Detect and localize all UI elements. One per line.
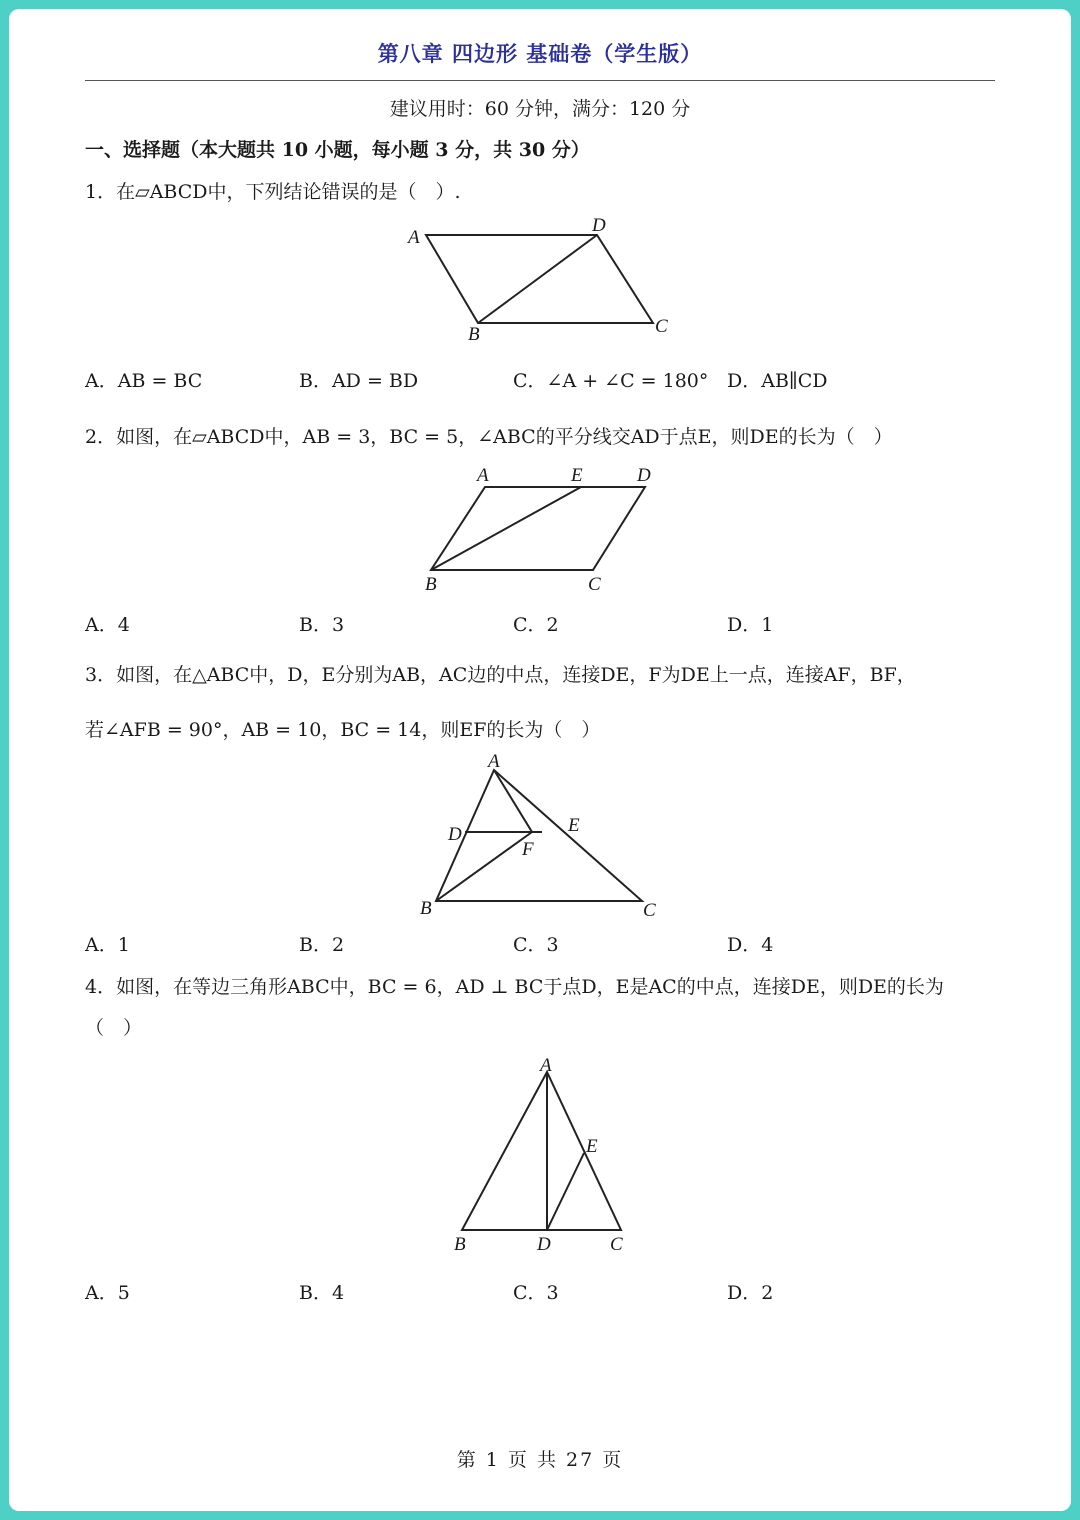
label-c: C	[610, 1234, 623, 1255]
section-heading: 一、选择题（本大题共 10 小题，每小题 3 分，共 30 分）	[85, 139, 590, 161]
question-3-text-line-1: 3．如图，在△ABC中，D，E分别为AB，AC边的中点，连接DE，F为DE上一点，连接AF，BF，	[85, 664, 916, 686]
q1-option-a[interactable]: A．AB = BC	[85, 370, 203, 392]
label-a: A	[408, 227, 420, 248]
triangle-abc	[436, 770, 642, 901]
segment-af	[494, 770, 532, 832]
q1-option-b[interactable]: B．AD = BD	[299, 370, 419, 392]
bisector-be	[431, 487, 581, 570]
q4-option-d[interactable]: D．2	[727, 1282, 774, 1304]
q4-option-b[interactable]: B．4	[299, 1282, 345, 1304]
q1-option-c[interactable]: C．∠A + ∠C = 180°	[513, 370, 709, 392]
q1-option-d[interactable]: D．AB∥CD	[727, 370, 828, 392]
q2-option-a[interactable]: A．4	[85, 614, 130, 636]
parallelogram-abcd	[431, 487, 645, 570]
question-1-figure	[400, 212, 690, 347]
exam-info: 建议用时：60 分钟，满分：120 分	[389, 98, 691, 120]
diagonal-bd	[478, 235, 597, 323]
q3-option-b[interactable]: B．2	[299, 934, 345, 956]
q2-option-d[interactable]: D．1	[727, 614, 774, 636]
label-c: C	[588, 574, 601, 595]
label-e: E	[571, 465, 583, 486]
page-title: 第八章 四边形 基础卷（学生版）	[377, 41, 703, 66]
label-c: C	[643, 900, 656, 921]
label-c: C	[655, 316, 668, 337]
label-f: F	[522, 839, 534, 860]
label-d: D	[537, 1234, 551, 1255]
segment-de	[547, 1153, 584, 1230]
question-1-text: 1．在▱ABCD中，下列结论错误的是（ ）.	[85, 181, 461, 203]
label-d: D	[592, 215, 606, 236]
label-a: A	[477, 465, 489, 486]
question-3-text-line-2: 若∠AFB = 90°，AB = 10，BC = 14，则EF的长为（ ）	[85, 719, 601, 741]
label-b: B	[420, 898, 432, 919]
question-4-figure	[440, 1050, 640, 1260]
label-e: E	[568, 815, 580, 836]
label-b: B	[454, 1234, 466, 1255]
question-4-text-line-1: 4．如图，在等边三角形ABC中，BC = 6，AD ⊥ BC于点D，E是AC的中点，连接DE，则DE的长为	[85, 976, 944, 998]
label-a: A	[540, 1055, 552, 1076]
q4-option-a[interactable]: A．5	[85, 1282, 130, 1304]
title-rule	[85, 80, 995, 81]
q2-option-b[interactable]: B．3	[299, 614, 345, 636]
q4-option-c[interactable]: C．3	[513, 1282, 559, 1304]
q3-option-a[interactable]: A．1	[85, 934, 130, 956]
label-a: A	[488, 751, 500, 772]
q2-option-c[interactable]: C．2	[513, 614, 559, 636]
label-b: B	[425, 574, 437, 595]
label-b: B	[468, 324, 480, 345]
question-2-text: 2．如图，在▱ABCD中，AB = 3，BC = 5，∠ABC的平分线交AD于点E，则DE的长为（ ）	[85, 426, 893, 448]
label-d: D	[448, 824, 462, 845]
label-e: E	[586, 1136, 598, 1157]
q3-option-c[interactable]: C．3	[513, 934, 559, 956]
question-2-figure	[415, 460, 675, 595]
question-3-figure	[410, 750, 670, 925]
question-4-text-line-2: （ ）	[85, 1017, 143, 1039]
label-d: D	[637, 465, 651, 486]
q3-option-d[interactable]: D．4	[727, 934, 774, 956]
page-footer: 第 1 页 共 27 页	[456, 1449, 624, 1471]
parallelogram-abcd	[426, 235, 653, 323]
